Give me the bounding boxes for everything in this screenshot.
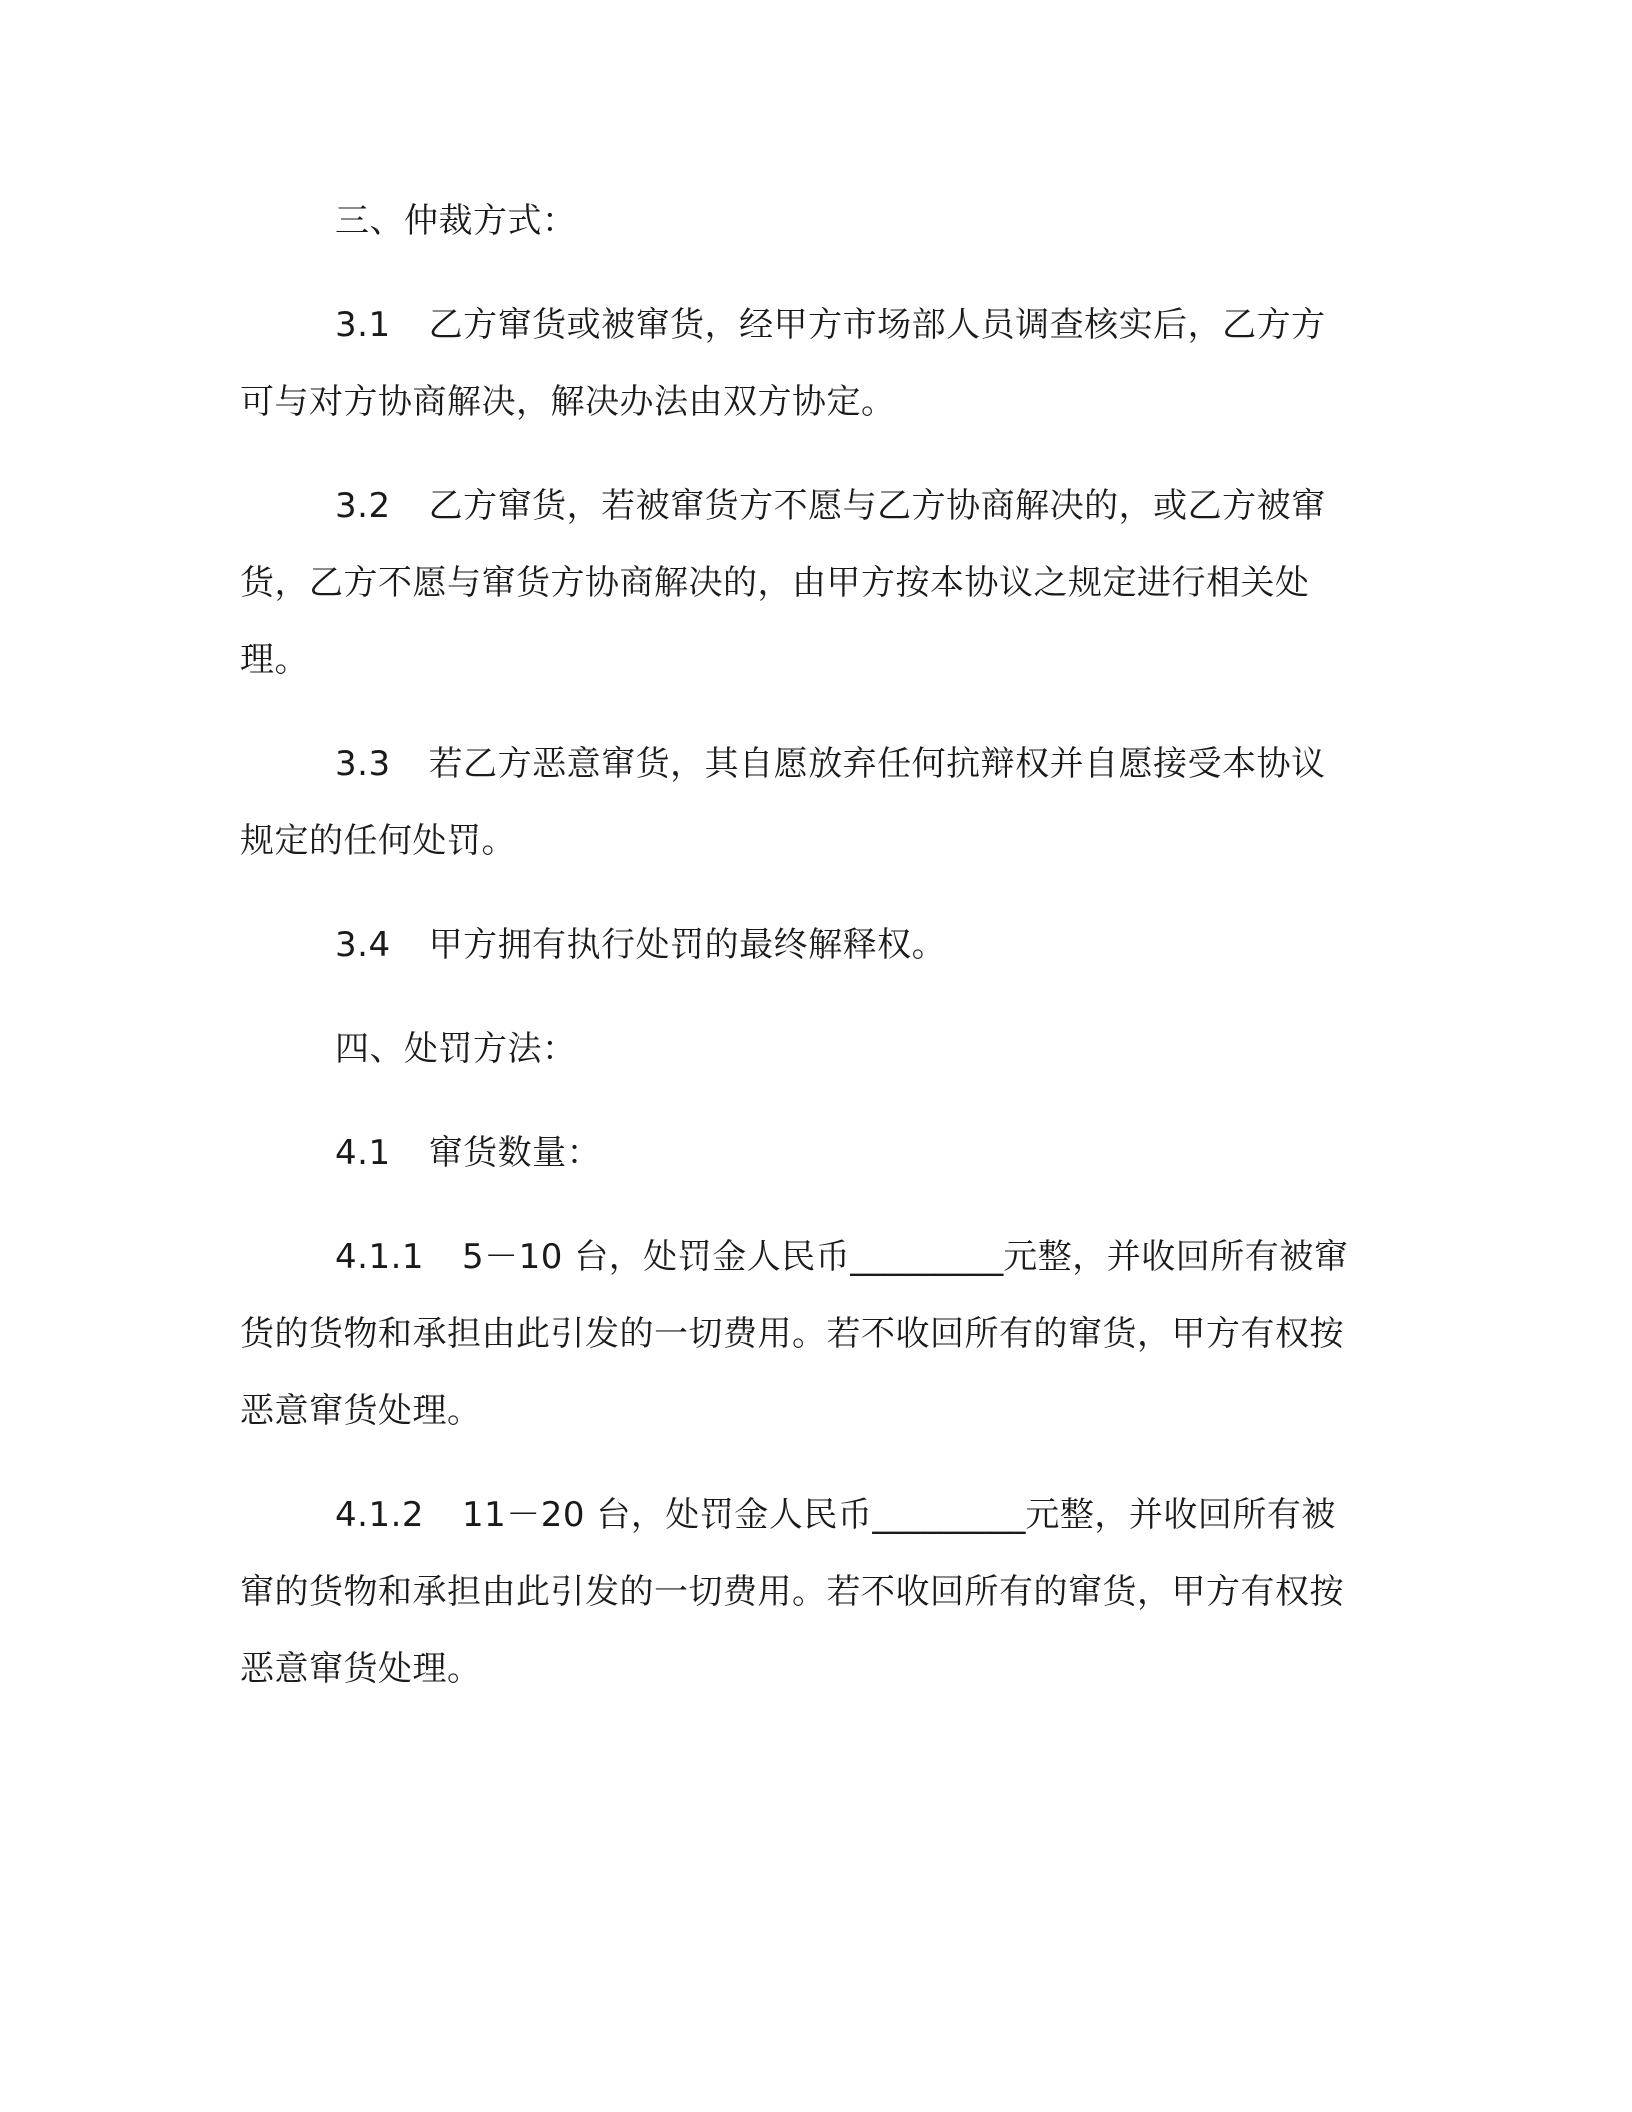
clause-text: 甲方拥有执行处罚的最终解释权。 bbox=[428, 925, 947, 965]
clause-text-after: 元整，并收回所有被窜货的货物和承担由此引发的一切费用。若不收回所有的窜货，甲方有权按恶意窜货处理。 bbox=[240, 1237, 1349, 1431]
clause-text: 窜货数量： bbox=[428, 1133, 602, 1173]
clause-text-before: 11－20 台，处罚金人民币 bbox=[462, 1495, 873, 1535]
section-heading-penalty bbox=[240, 1011, 1360, 1088]
clause-text-before: 5－10 台，处罚金人民币 bbox=[462, 1237, 851, 1277]
clause-number: 3.4 bbox=[335, 925, 391, 965]
clause-text: 乙方窜货或被窜货，经甲方市场部人员调查核实后，乙方方可与对方协商解决，解决办法由双方协定。 bbox=[240, 305, 1326, 422]
clause-text: 乙方窜货，若被窜货方不愿与乙方协商解决的，或乙方被窜货，乙方不愿与窜货方协商解决的，由甲方按本协议之规定进行相关处理。 bbox=[240, 486, 1326, 680]
section-heading-arbitration bbox=[240, 183, 1360, 260]
clause-4-1 bbox=[240, 1115, 1360, 1192]
amount-blank: _________ bbox=[850, 1237, 1004, 1277]
clause-number: 3.3 bbox=[335, 744, 391, 784]
clause-4-1-1 bbox=[240, 1219, 1360, 1450]
heading-text: 三、仲裁方式： bbox=[335, 201, 577, 241]
clause-number: 4.1 bbox=[335, 1133, 391, 1173]
clause-number: 3.2 bbox=[335, 486, 391, 526]
clause-text: 若乙方恶意窜货，其自愿放弃任何抗辩权并自愿接受本协议规定的任何处罚。 bbox=[240, 744, 1326, 861]
clause-number: 3.1 bbox=[335, 305, 391, 345]
clause-3-1 bbox=[240, 287, 1360, 441]
clause-3-3 bbox=[240, 726, 1360, 880]
clause-number: 4.1.1 bbox=[335, 1237, 425, 1277]
clause-4-1-2 bbox=[240, 1477, 1360, 1708]
document-body bbox=[240, 183, 1360, 1708]
clause-3-4 bbox=[240, 907, 1360, 984]
amount-blank: _________ bbox=[872, 1495, 1026, 1535]
clause-number: 4.1.2 bbox=[335, 1495, 425, 1535]
clause-text-after: 元整，并收回所有被窜的货物和承担由此引发的一切费用。若不收回所有的窜货，甲方有权按恶意窜货处理。 bbox=[240, 1495, 1344, 1689]
heading-text: 四、处罚方法： bbox=[335, 1029, 577, 1069]
clause-3-2 bbox=[240, 468, 1360, 699]
